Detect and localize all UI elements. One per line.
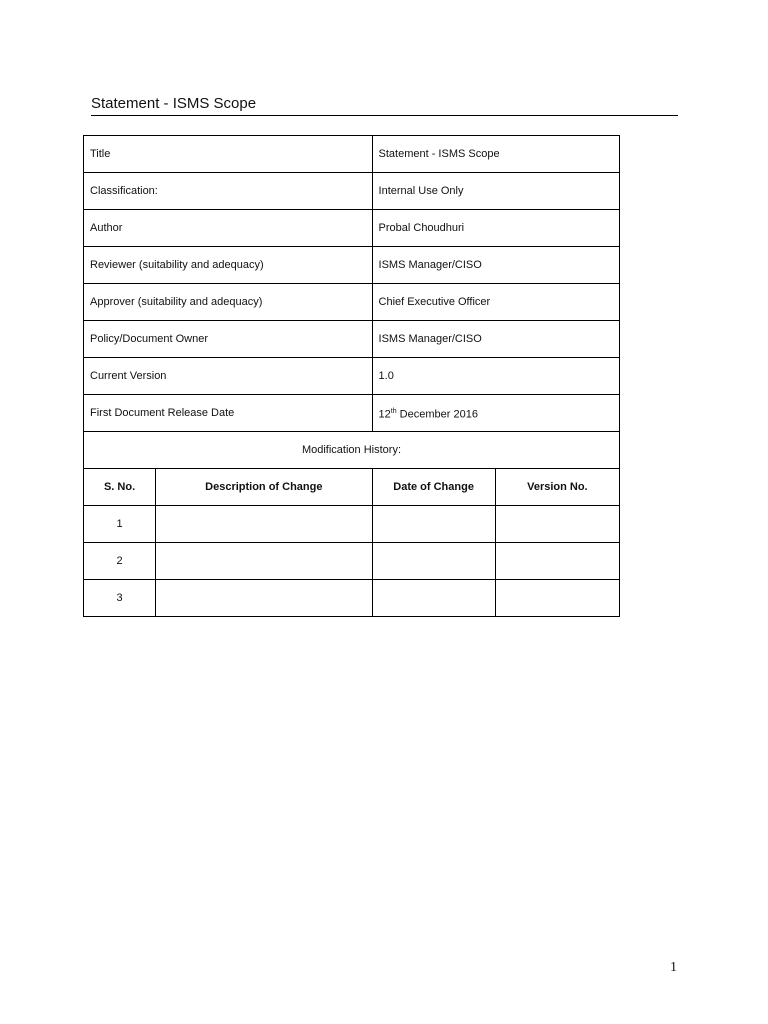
- document-control-table: [83, 135, 620, 617]
- history-date: [372, 580, 495, 617]
- table-row: [84, 580, 620, 617]
- release-suffix: th: [390, 407, 397, 415]
- history-heading: Modification History:: [84, 432, 620, 469]
- history-heading-row: [84, 432, 620, 469]
- history-date: [372, 506, 495, 543]
- history-sno: 3: [84, 580, 156, 617]
- meta-label: Reviewer (suitability and adequacy): [84, 247, 373, 284]
- column-header-description: Description of Change: [156, 469, 372, 506]
- table-row: [84, 543, 620, 580]
- meta-row-reviewer: [84, 247, 620, 284]
- meta-row-owner: [84, 321, 620, 358]
- table-row: [84, 506, 620, 543]
- history-version: [495, 543, 619, 580]
- meta-label: Current Version: [84, 358, 373, 395]
- meta-row-approver: [84, 284, 620, 321]
- meta-label: Approver (suitability and adequacy): [84, 284, 373, 321]
- meta-value: Chief Executive Officer: [372, 284, 619, 321]
- meta-label: First Document Release Date: [84, 395, 373, 432]
- history-version: [495, 506, 619, 543]
- history-description: [156, 543, 372, 580]
- meta-value: ISMS Manager/CISO: [372, 247, 619, 284]
- page-number: 1: [670, 960, 677, 975]
- history-sno: 1: [84, 506, 156, 543]
- meta-label: Policy/Document Owner: [84, 321, 373, 358]
- meta-value: 1.0: [372, 358, 619, 395]
- meta-value: Internal Use Only: [372, 173, 619, 210]
- meta-row-title: [84, 136, 620, 173]
- page-title: Statement - ISMS Scope: [91, 95, 678, 116]
- meta-row-classification: [84, 173, 620, 210]
- history-date: [372, 543, 495, 580]
- release-day: 12: [378, 408, 391, 421]
- meta-label: Title: [84, 136, 373, 173]
- history-version: [495, 580, 619, 617]
- column-header-sno: S. No.: [84, 469, 156, 506]
- release-rest: December 2016: [396, 408, 478, 421]
- meta-row-release-date: [84, 395, 620, 432]
- meta-row-author: [84, 210, 620, 247]
- meta-value: [372, 395, 619, 432]
- meta-row-version: [84, 358, 620, 395]
- meta-value: ISMS Manager/CISO: [372, 321, 619, 358]
- column-header-version: Version No.: [495, 469, 619, 506]
- history-description: [156, 506, 372, 543]
- column-header-date: Date of Change: [372, 469, 495, 506]
- meta-value: Probal Choudhuri: [372, 210, 619, 247]
- meta-label: Classification:: [84, 173, 373, 210]
- meta-value: Statement - ISMS Scope: [372, 136, 619, 173]
- history-sno: 2: [84, 543, 156, 580]
- history-description: [156, 580, 372, 617]
- meta-label: Author: [84, 210, 373, 247]
- history-header-row: [84, 469, 620, 506]
